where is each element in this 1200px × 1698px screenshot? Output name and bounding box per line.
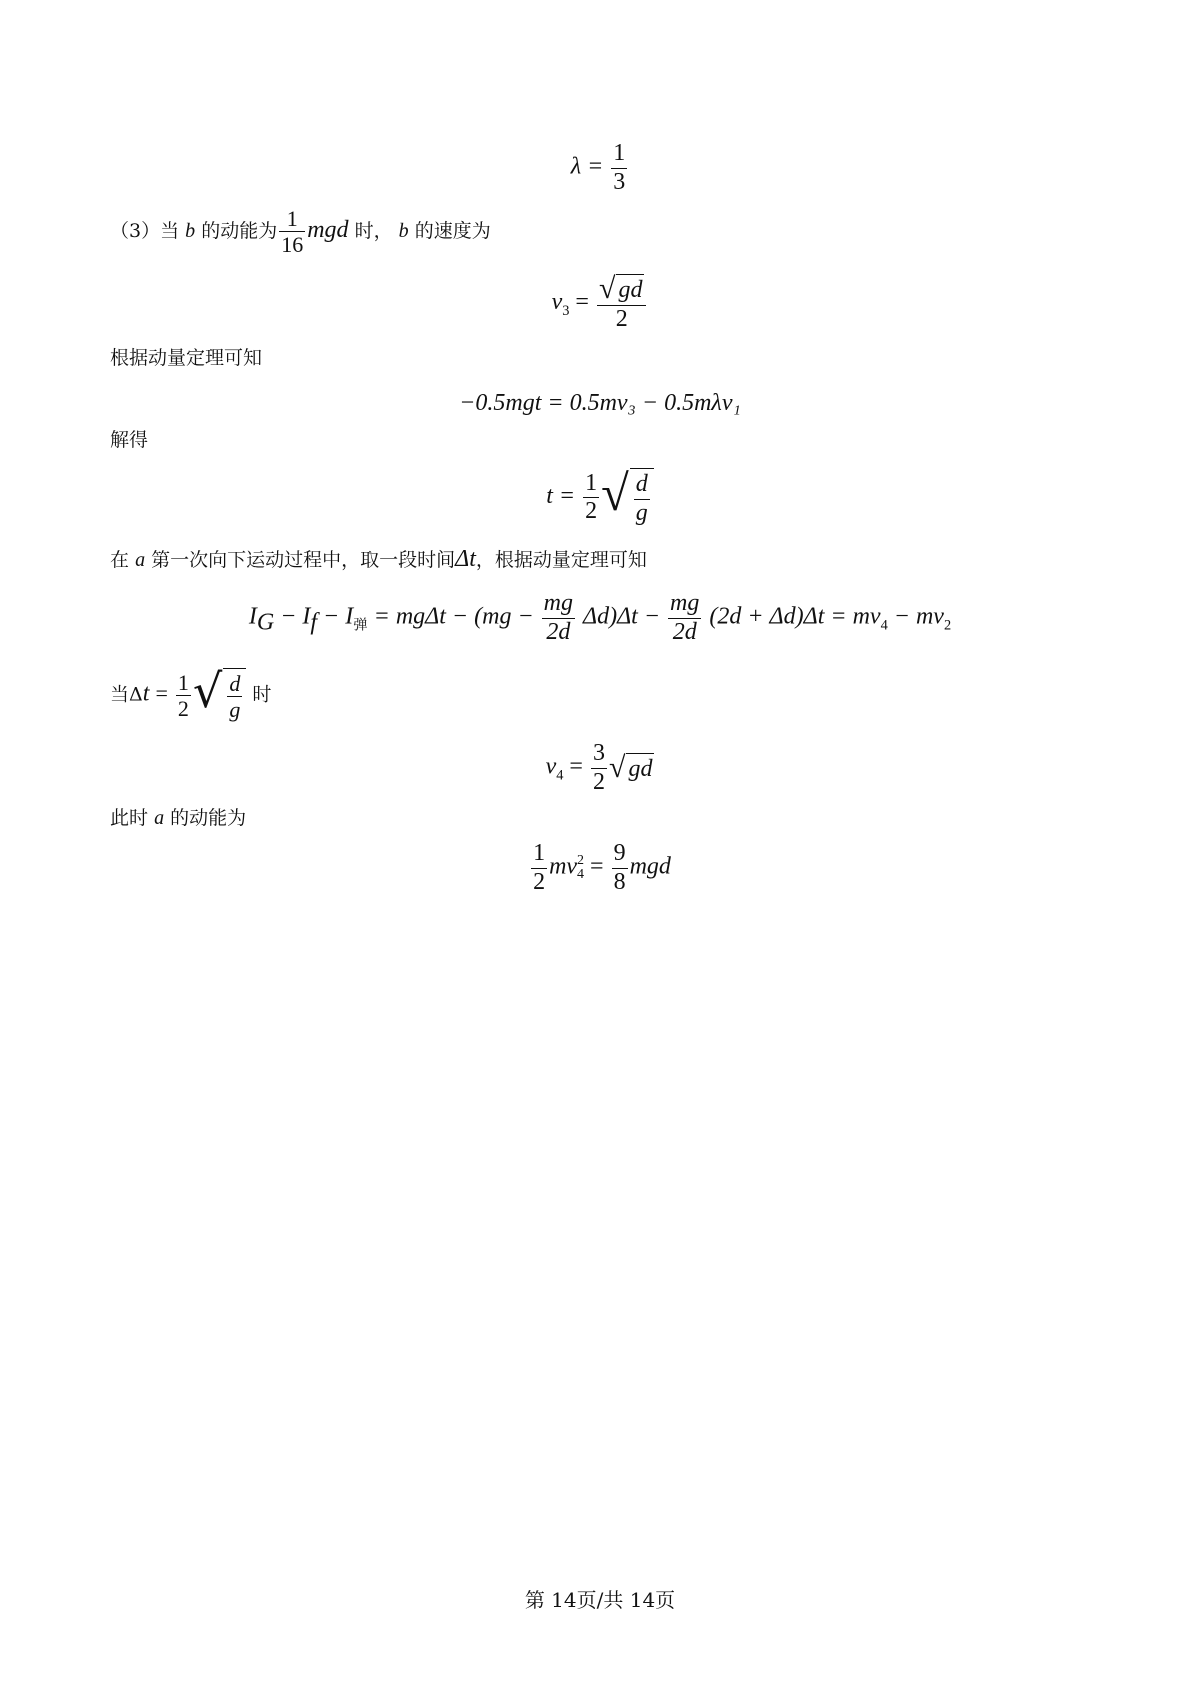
fraction: $\frac{9}{8}$ — [613, 840, 626, 895]
equation-v3: $v_3$ = √ gd 2 — [0, 274, 1200, 333]
paragraph-when-dt: 当Δt = $\frac{1}{2}$ √ $\frac{d}{g}$ 时 — [110, 664, 272, 723]
sqrt: √ $\frac{d}{g}$ — [601, 468, 654, 527]
paragraph-solve: 解得 — [110, 429, 149, 451]
equation-kinetic-energy: $\frac{1}{2}$ mv 2 4 = $\frac{9}{8}$ mgd — [533, 840, 671, 895]
fraction: $\frac{mg}{2d}$ — [670, 590, 700, 645]
equation-v4: $v_4$ = $\frac{3}{2}$ √ gd — [545, 740, 653, 795]
equation-lambda: λ = $\frac{1}{3}$ — [570, 140, 626, 195]
fraction: $\frac{mg}{2d}$ — [543, 590, 573, 645]
equation-impulse: $I_G - I_f - I_弹 = mg\Delta t - (mg$ − $\frac{mg}{2d}$ Δd)Δt − $\frac{mg}{2d}$ $(2d + \Delta d)\Delta t = mv_4 - mv_2$ — [248, 590, 952, 645]
fraction: $\frac{1}{2}$ — [585, 469, 598, 525]
fraction: √ gd 2 — [597, 274, 646, 333]
fraction: $\frac{3}{2}$ — [592, 740, 605, 795]
equation-momentum: −0.5mgt = 0.5mv₃ − 0.5mλv₁ — [459, 390, 741, 416]
fraction: $\frac{d}{g}$ — [635, 471, 648, 526]
sqrt: √ gd — [598, 272, 643, 305]
fraction: $\frac{1}{16}$ — [281, 206, 304, 258]
page-number-footer: 第 14页/共 14页 — [524, 1588, 676, 1612]
fraction: $\frac{d}{g}$ — [229, 671, 241, 723]
paragraph-kinetic-energy-a: 此时 a 的动能为 — [110, 807, 247, 829]
sqrt: √ gd — [608, 751, 653, 785]
fraction: $\frac{1}{2}$ — [177, 669, 189, 721]
equation-t: t = $\frac{1}{2}$ √ $\frac{d}{g}$ — [0, 468, 1200, 527]
paragraph-kinetic-energy-b: （3）当 b 的动能为 $\frac{1}{16}$ mgd 时， b 的速度为 — [110, 206, 491, 258]
paragraph-momentum-theorem: 根据动量定理可知 — [110, 347, 263, 369]
paragraph-downward-motion: 在 a 第一次向下运动过程中，取一段时间Δt，根据动量定理可知 — [110, 546, 647, 572]
sqrt: √ $\frac{d}{g}$ — [193, 668, 246, 723]
fraction: $\frac{1}{2}$ — [533, 840, 546, 895]
fraction: $\frac{1}{3}$ — [613, 140, 626, 195]
